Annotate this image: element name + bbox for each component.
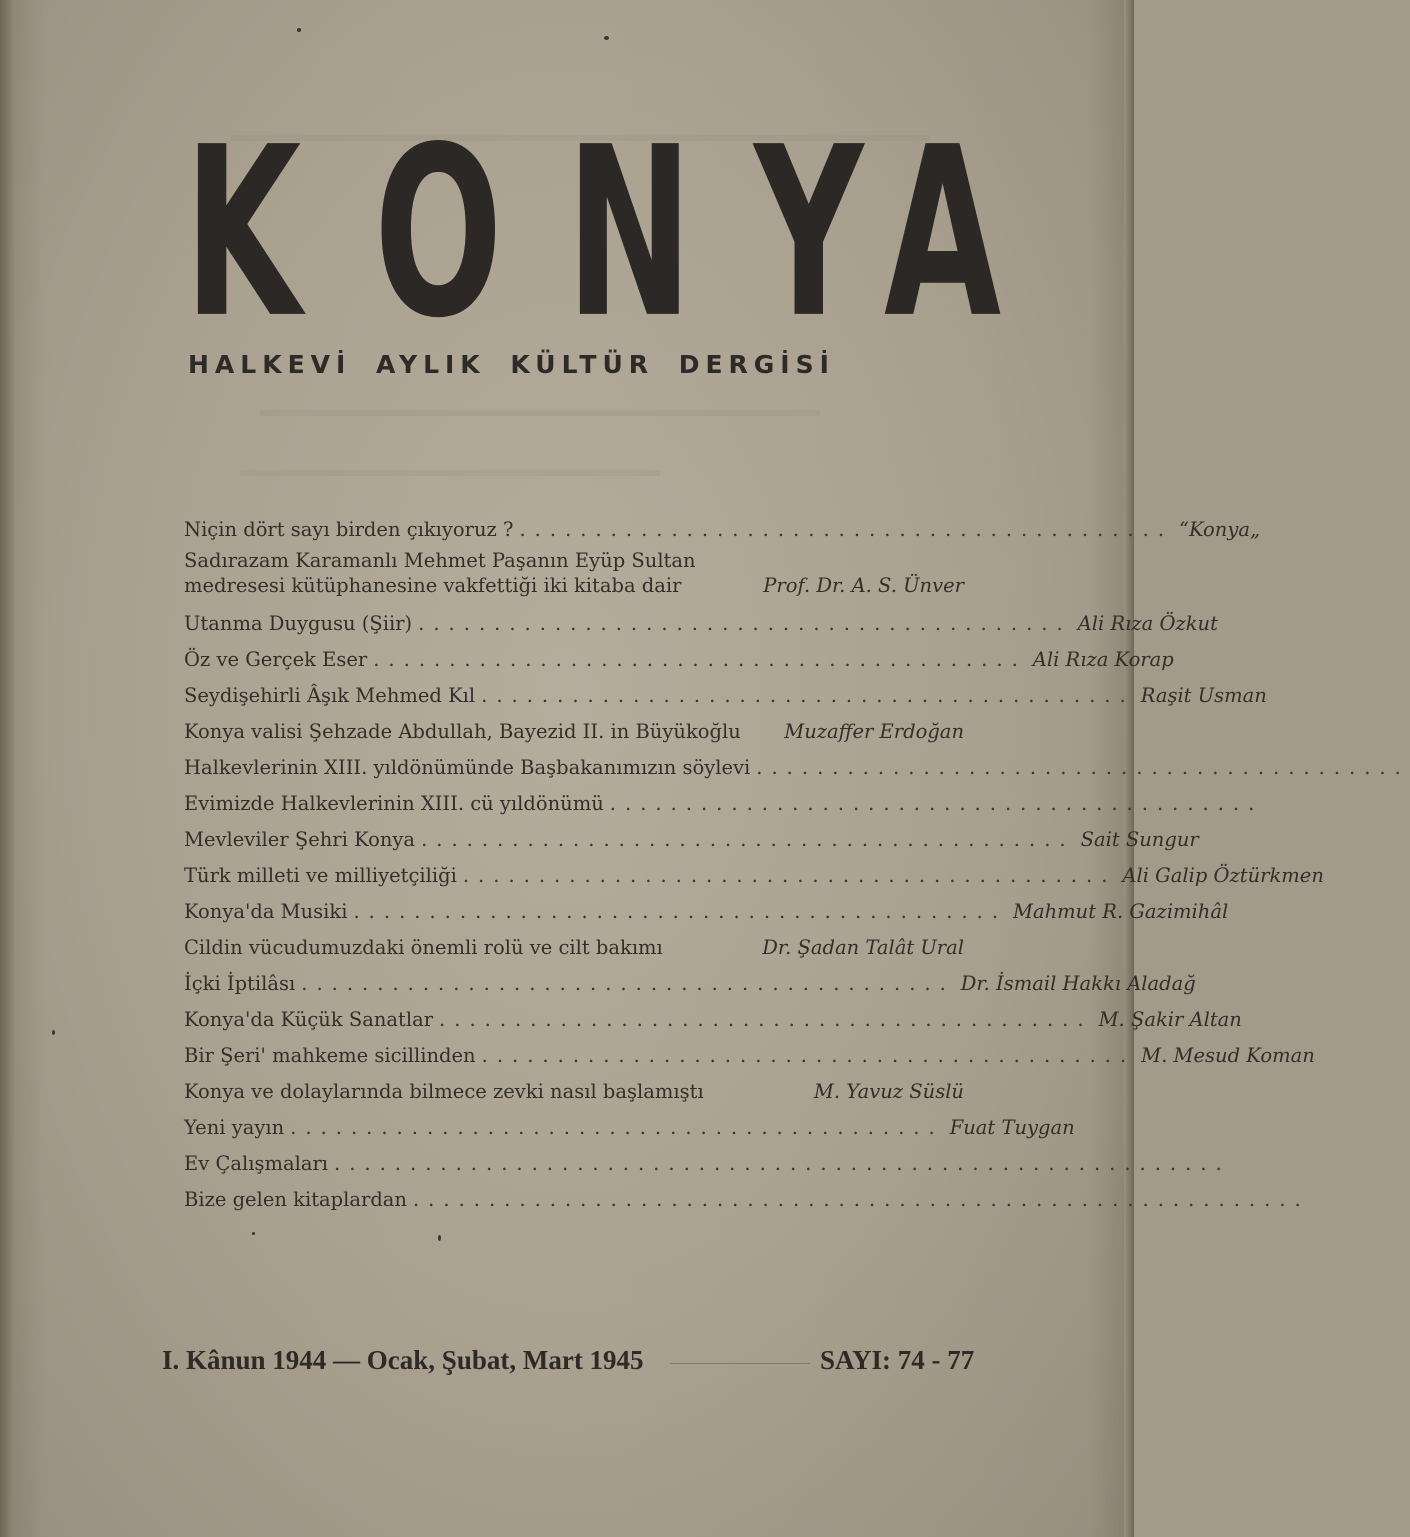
toc-author: Sait Sungur: [1080, 828, 1199, 851]
toc-entry: [184, 1038, 1315, 1074]
toc-author: Mahmut R. Gazimihâl: [1013, 900, 1229, 923]
show-through-mark: [260, 410, 820, 416]
toc-entry: [184, 858, 1324, 894]
toc-entry: [184, 512, 1261, 548]
toc-title: Evimizde Halkevlerinin XIII. cü yıldönümü: [184, 792, 604, 815]
toc-entry: [184, 1074, 964, 1110]
print-speck: [438, 1235, 441, 1241]
print-speck: [297, 28, 301, 32]
title-letter: O: [374, 96, 503, 370]
toc-entry: [184, 606, 1218, 642]
toc-title: Seydişehirli Âşık Mehmed Kıl: [184, 684, 476, 707]
footer-rule: [670, 1363, 810, 1364]
toc-title: Bir Şeri' mahkeme sicillinden: [184, 1044, 476, 1067]
toc-leader-dots: ...........................................: [421, 828, 1075, 851]
toc-title: Niçin dört sayı birden çıkıyoruz ?: [184, 518, 514, 541]
toc-entry: [184, 750, 1410, 786]
show-through-mark: [240, 470, 660, 476]
toc-entry: [184, 1110, 1075, 1146]
toc-title: Konya ve dolaylarında bilmece zevki nasıl başlamıştı: [184, 1080, 704, 1103]
toc-title: Mevleviler Şehri Konya: [184, 828, 416, 851]
toc-entry: [184, 642, 1174, 678]
toc-leader-dots: ...........................................: [519, 518, 1174, 541]
toc-entry: [184, 1146, 1231, 1182]
print-speck: [252, 1232, 255, 1235]
toc-leader-dots: ...........................................: [301, 972, 955, 995]
toc-leader-dots: ...........................................: [462, 864, 1117, 887]
issue-date: I. Kânun 1944 — Ocak, Şubat, Mart 1945: [162, 1345, 644, 1375]
toc-entry: [184, 1182, 1310, 1218]
toc-author: Muzaffer Erdoğan: [784, 720, 964, 743]
toc-author: Dr. Şadan Talât Ural: [762, 936, 964, 959]
toc-leader-dots: ...........................................: [481, 684, 1135, 707]
title-letter: N: [566, 96, 693, 370]
toc-author: Ali Galip Öztürkmen: [1122, 864, 1324, 887]
toc-title: Türk milleti ve milliyetçiliği: [184, 864, 457, 887]
toc-title: Cildin vücudumuzdaki önemli rolü ve cilt bakımı: [184, 936, 663, 959]
toc-entry: [184, 966, 1196, 1002]
toc-title-line2: medresesi kütüphanesine vakfettiği iki kitaba dair: [184, 574, 682, 597]
toc-entry: [184, 548, 964, 606]
toc-leader-dots: ...........................................: [290, 1116, 944, 1139]
toc-author: M. Şakir Altan: [1098, 1008, 1242, 1031]
toc-author: Ali Rıza Korap: [1032, 648, 1174, 671]
toc-author: Raşit Usman: [1140, 684, 1267, 707]
toc-leader-dots: ...........................................: [756, 756, 1410, 779]
toc-title: Utanma Duygusu (Şiir): [184, 612, 413, 635]
toc-title: Öz ve Gerçek Eser: [184, 648, 368, 671]
toc-author: M. Yavuz Süslü: [813, 1080, 964, 1103]
print-speck: [52, 1030, 55, 1035]
toc-leader-dots: ...........................................................: [334, 1152, 1231, 1175]
toc-title: Konya'da Küçük Sanatlar: [184, 1008, 434, 1031]
print-speck: [604, 36, 609, 40]
toc-title: Ev Çalışmaları: [184, 1152, 329, 1175]
toc-title: Yeni yayın: [184, 1116, 285, 1139]
toc-leader-dots: ...........................................: [439, 1008, 1093, 1031]
magazine-subtitle: HALKEVİ AYLIK KÜLTÜR DERGİSİ: [188, 350, 835, 379]
toc-author: “Konya„: [1179, 518, 1261, 541]
toc-entry: [184, 714, 964, 750]
toc-leader-dots: ...........................................: [353, 900, 1008, 923]
toc-entry: [184, 786, 1264, 822]
issue-number: SAYI: 74 - 77: [820, 1345, 975, 1375]
toc-leader-dots: ...........................................: [373, 648, 1027, 671]
table-of-contents: [184, 512, 1410, 1218]
toc-title: Bize gelen kitaplardan: [184, 1188, 407, 1211]
toc-leader-dots: ...........................................: [609, 792, 1264, 815]
toc-author: Prof. Dr. A. S. Ünver: [763, 574, 964, 597]
toc-title: Konya'da Musiki: [184, 900, 348, 923]
toc-title: Halkevlerinin XIII. yıldönümünde Başbakanımızın söylevi: [184, 756, 751, 779]
title-letter: Y: [754, 96, 864, 370]
toc-title-line1: Sadırazam Karamanlı Mehmet Paşanın Eyüp Sultan: [184, 549, 696, 572]
toc-entry: [184, 894, 1229, 930]
toc-author: Dr. İsmail Hakkı Aladağ: [960, 972, 1196, 995]
toc-leader-dots: ...........................................: [418, 612, 1072, 635]
title-letter: A: [884, 96, 1002, 370]
title-letter: K: [184, 96, 302, 370]
toc-entry: [184, 822, 1199, 858]
toc-leader-dots: ...........................................: [481, 1044, 1136, 1067]
toc-title: İçki İptilâsı: [184, 972, 296, 995]
toc-author: Ali Rıza Özkut: [1077, 612, 1218, 635]
toc-title: Konya valisi Şehzade Abdullah, Bayezid II. in Büyükoğlu: [184, 720, 741, 743]
toc-leader-dots: ...........................................................: [412, 1188, 1310, 1211]
toc-author: Fuat Tuygan: [949, 1116, 1075, 1139]
toc-entry: [184, 678, 1267, 714]
toc-entry: [184, 930, 964, 966]
toc-author: M. Mesud Koman: [1141, 1044, 1315, 1067]
left-page-edge: [0, 0, 14, 1537]
toc-entry: [184, 1002, 1242, 1038]
